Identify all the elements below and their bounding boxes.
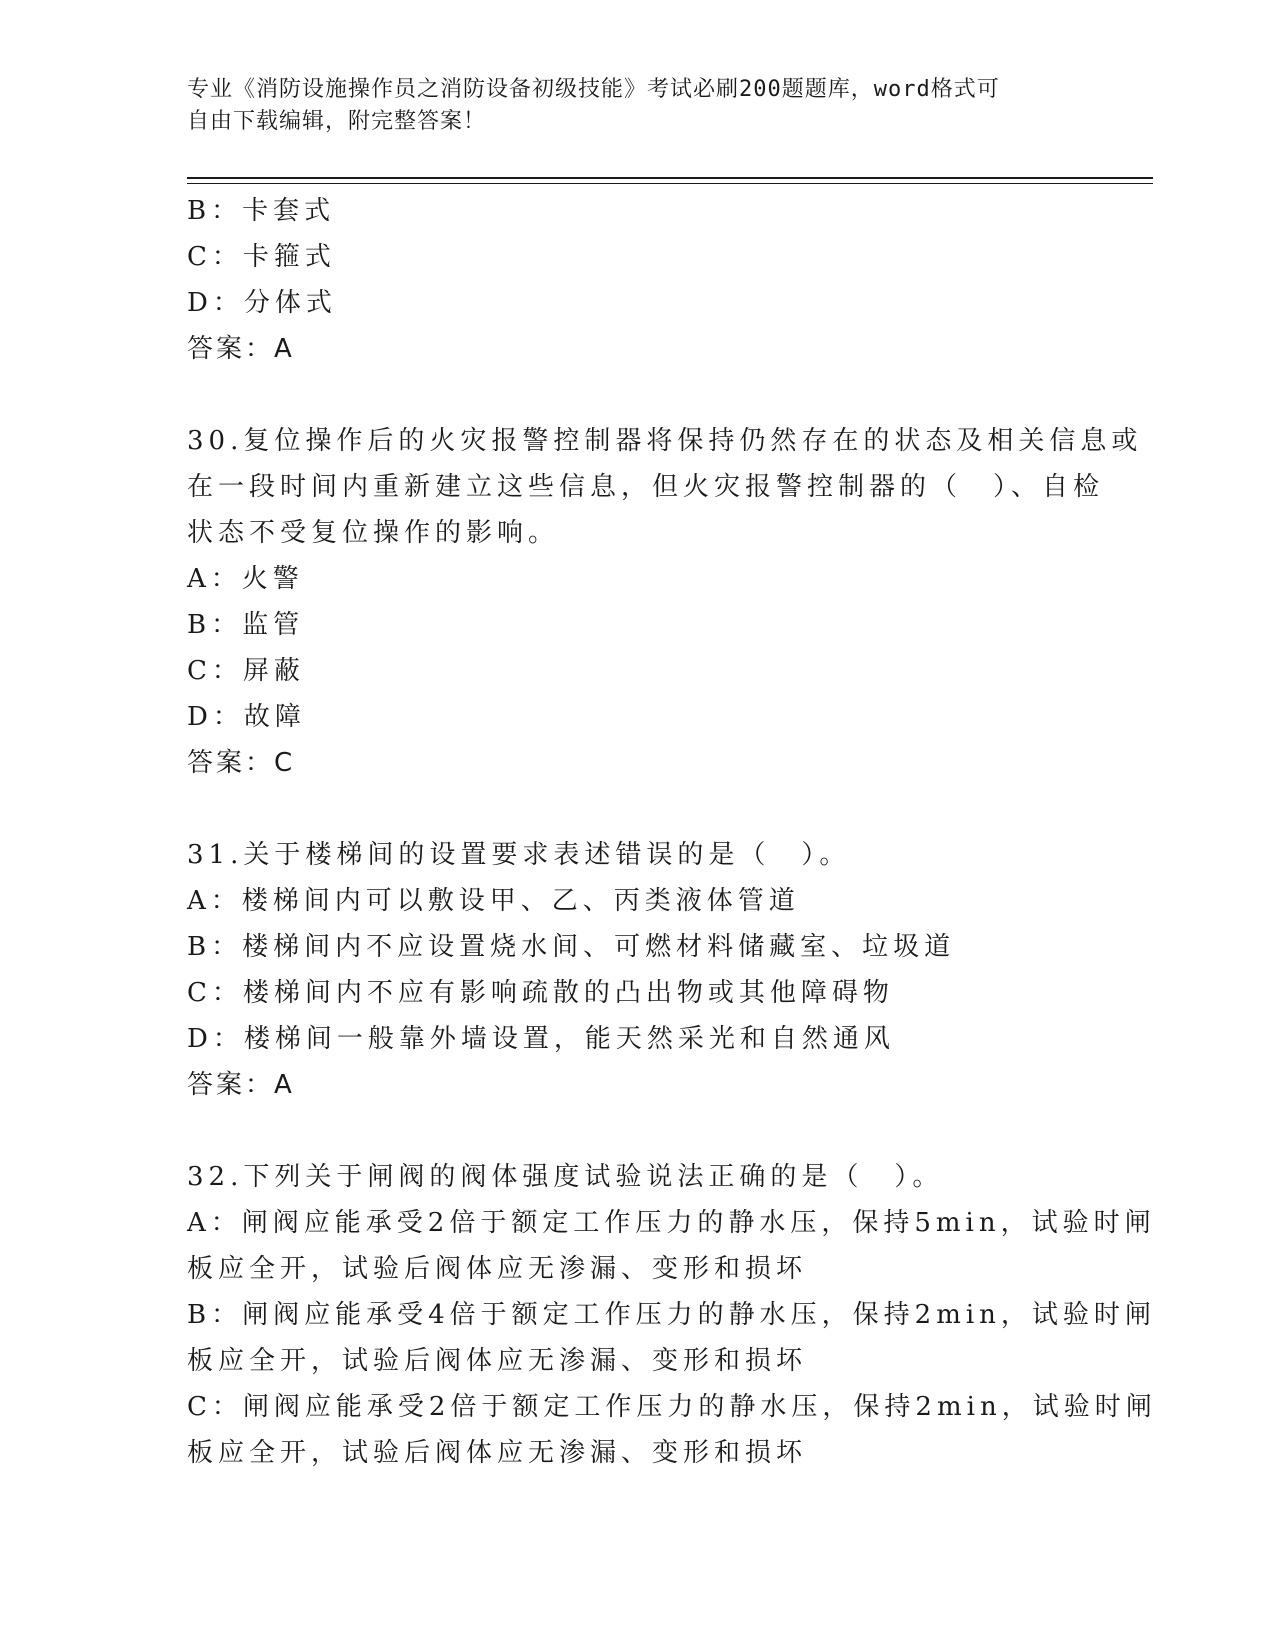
option-b-line-1: B：闸阀应能承受4倍于额定工作压力的静水压，保持2min，试验时闸: [187, 1300, 1156, 1330]
spacer: [187, 786, 1087, 832]
question-30-block: [187, 418, 1143, 786]
option-c-line-1: C：闸阀应能承受2倍于额定工作压力的静水压，保持2min，试验时闸: [187, 1392, 1157, 1422]
option-a-line-1: A：闸阀应能承受2倍于额定工作压力的静水压，保持5min，试验时闸: [187, 1208, 1156, 1238]
option-b-line-2: 板应全开，试验后阀体应无渗漏、变形和损坏: [187, 1346, 808, 1376]
header-divider-thick: [187, 177, 1153, 179]
answer: 答案：C: [187, 748, 296, 778]
option-b: B：楼梯间内不应设置烧水间、可燃材料储藏室、垃圾道: [187, 932, 956, 962]
option-a-line-2: 板应全开，试验后阀体应无渗漏、变形和损坏: [187, 1254, 808, 1284]
spacer: [187, 372, 1087, 418]
option-c-line-2: 板应全开，试验后阀体应无渗漏、变形和损坏: [187, 1438, 808, 1468]
answer: 答案：A: [187, 1070, 295, 1100]
question-32-block: [187, 1154, 1157, 1476]
option-d: D：分体式: [187, 288, 337, 318]
option-d: D：楼梯间一般靠外墙设置，能天然采光和自然通风: [187, 1024, 895, 1054]
option-b: B：卡套式: [187, 196, 336, 226]
answer: 答案：A: [187, 334, 295, 364]
question-stem: 32.下列关于闸阀的阀体强度试验说法正确的是（ ）。: [187, 1162, 944, 1192]
question-stem: 31.关于楼梯间的设置要求表述错误的是（ ）。: [187, 840, 851, 870]
question-stem-line-3: 状态不受复位操作的影响。: [187, 518, 560, 548]
question-stem-line-1: 30.复位操作后的火灾报警控制器将保持仍然存在的状态及相关信息或: [187, 426, 1143, 456]
option-c: C：楼梯间内不应有影响疏散的凸出物或其他障碍物: [187, 978, 894, 1008]
option-a: A：楼梯间内可以敷设甲、乙、丙类液体管道: [187, 886, 800, 916]
header-line-2: 自由下载编辑，附完整答案！: [187, 109, 487, 134]
document-header: [187, 74, 1087, 138]
question-29-block: [187, 188, 1087, 372]
option-c: C：屏蔽: [187, 656, 305, 686]
option-c: C：卡箍式: [187, 242, 336, 272]
question-content: [187, 188, 1157, 1476]
question-31-block: [187, 832, 1087, 1108]
spacer: [187, 1108, 1087, 1154]
option-a: A：火警: [187, 564, 304, 594]
option-b: B：监管: [187, 610, 305, 640]
option-d: D：故障: [187, 702, 306, 732]
header-line-1: 专业《消防设施操作员之消防设备初级技能》考试必刷200题题库，word格式可: [187, 77, 1000, 102]
question-stem-line-2: 在一段时间内重新建立这些信息，但火灾报警控制器的（ ）、自检: [187, 472, 1105, 502]
header-divider-thin: [187, 183, 1153, 184]
